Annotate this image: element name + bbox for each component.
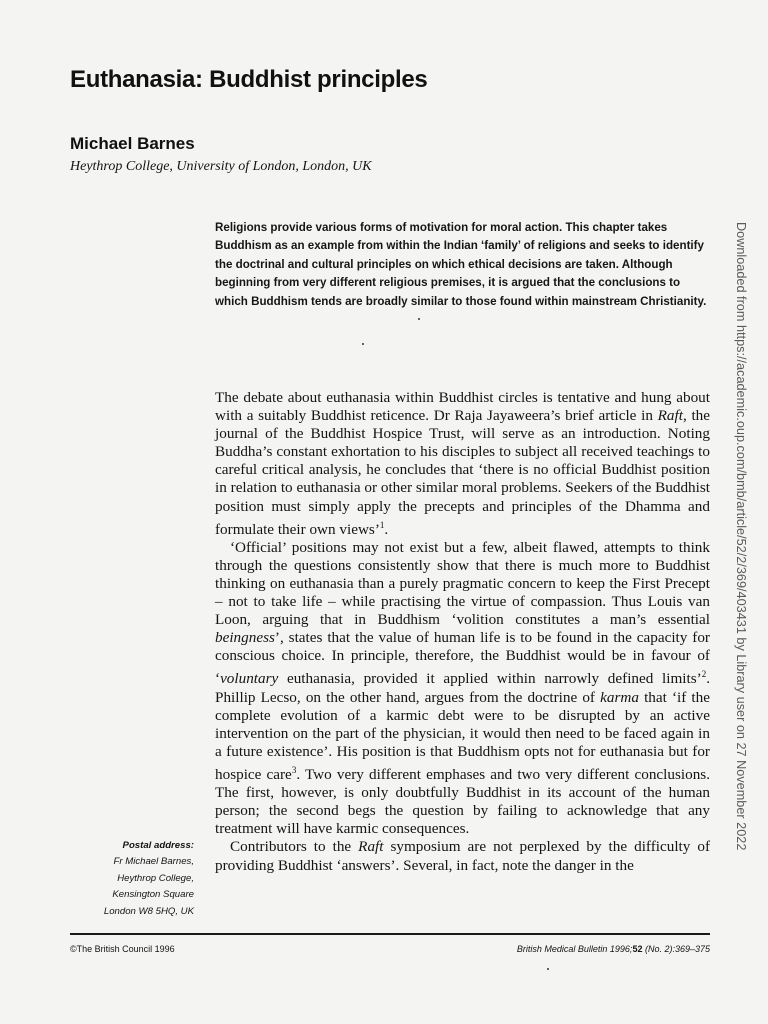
author-name: Michael Barnes — [70, 134, 195, 153]
postal-address — [60, 838, 194, 920]
footer-rule — [70, 933, 710, 935]
volume-number: 52 — [632, 944, 643, 954]
body-paragraph-3: Contributors to the Raft symposium are not perplexed by the difficulty of providing Buddhist ‘answers’. Several, in fact, note the danger in the — [215, 838, 711, 874]
footnote-ref: 3 — [291, 765, 297, 775]
scan-speck — [418, 318, 420, 320]
copyright-notice: ©The British Council 1996 — [70, 944, 175, 954]
download-watermark-text: Downloaded from https://academic.oup.com/bmb/article/52/2/369/403431 by Library user on 27 November 2022 — [734, 222, 748, 851]
article-title: Euthanasia: Buddhist principles — [70, 66, 428, 93]
body-paragraph-2: ‘Official’ positions may not exist but a few, albeit flawed, attempts to think through the questions consistently show that there is much more to Buddhist thinking on euthanasia than a purely pragmatic concern to keep the First Precept – not to take life – while practising the virtue of compassion. Thus Louis van Loon, arguing that in Buddhism ‘volition constitutes a man’s essential beingness’, states that the value of human life is to be found in the capacity for conscious choice. In principle, therefore, the Buddhist would be in favour of ‘voluntary euthanasia, provided it applied within narrowly defined limits’$^2$. Phillip Lecso, on the other hand, argues from the doctrine of karma that ‘if the complete evolution of a karmic debt were to be disrupted by an active intervention on the part of the physician, it would then need to be faced again in a future existence’. His position is that Buddhism opts not for euthanasia but for hospice care$^3$. Two very different emphases and two very different conclusions. The first, however, is only doubtfully Buddhist in its account of the human person; the second begs the question by failing to acknowledge that any treatment will have karmic consequences. — [215, 538, 710, 838]
abstract: Religions provide various forms of motivation for moral action. This chapter takes Buddhism as an example from within the Indian ‘family’ of religions and seeks to identify the doctrinal and cultural principles on which ethical decisions are taken. Although beginning from very different religious premises, it is argued that the conclusions to which Buddhism tends are broadly similar to those found within mainstream Christianity. — [215, 221, 707, 308]
journal-citation: British Medical Bulletin 1996;52 (No. 2):369–375 — [516, 944, 710, 954]
footnote-ref: 2 — [701, 669, 707, 680]
postal-address-line: London W8 5HQ, UK — [103, 905, 194, 917]
postal-address-label: Postal address: — [122, 840, 194, 851]
body-paragraph-1: The debate about euthanasia within Buddhist circles is tentative and hung about with a suitably Buddhist reticence. Dr Raja Jayaweera’s brief article in Raft, the journal of the Buddhist Hospice Trust, will serve as an introduction. Noting Buddha’s constant exhortation to his disciples to subject all received teachings to careful critical analysis, he concludes that ‘there is no official Buddhist position in relation to euthanasia or other similar moral problems. Seekers of the Buddhist position must simply apply the precepts and principles of the Dhamma and formulate their own views’$^1$. — [215, 389, 711, 538]
scan-speck — [547, 968, 549, 970]
article-body — [215, 389, 710, 875]
postal-address-line: Heythrop College, — [117, 872, 194, 884]
postal-address-line: Fr Michael Barnes, — [113, 856, 194, 868]
postal-address-line: Kensington Square — [112, 889, 194, 901]
author-affiliation: Heythrop College, University of London, London, UK — [70, 159, 372, 174]
scan-speck — [362, 343, 364, 345]
download-watermark — [732, 222, 752, 851]
footnote-ref: 1 — [379, 519, 385, 530]
